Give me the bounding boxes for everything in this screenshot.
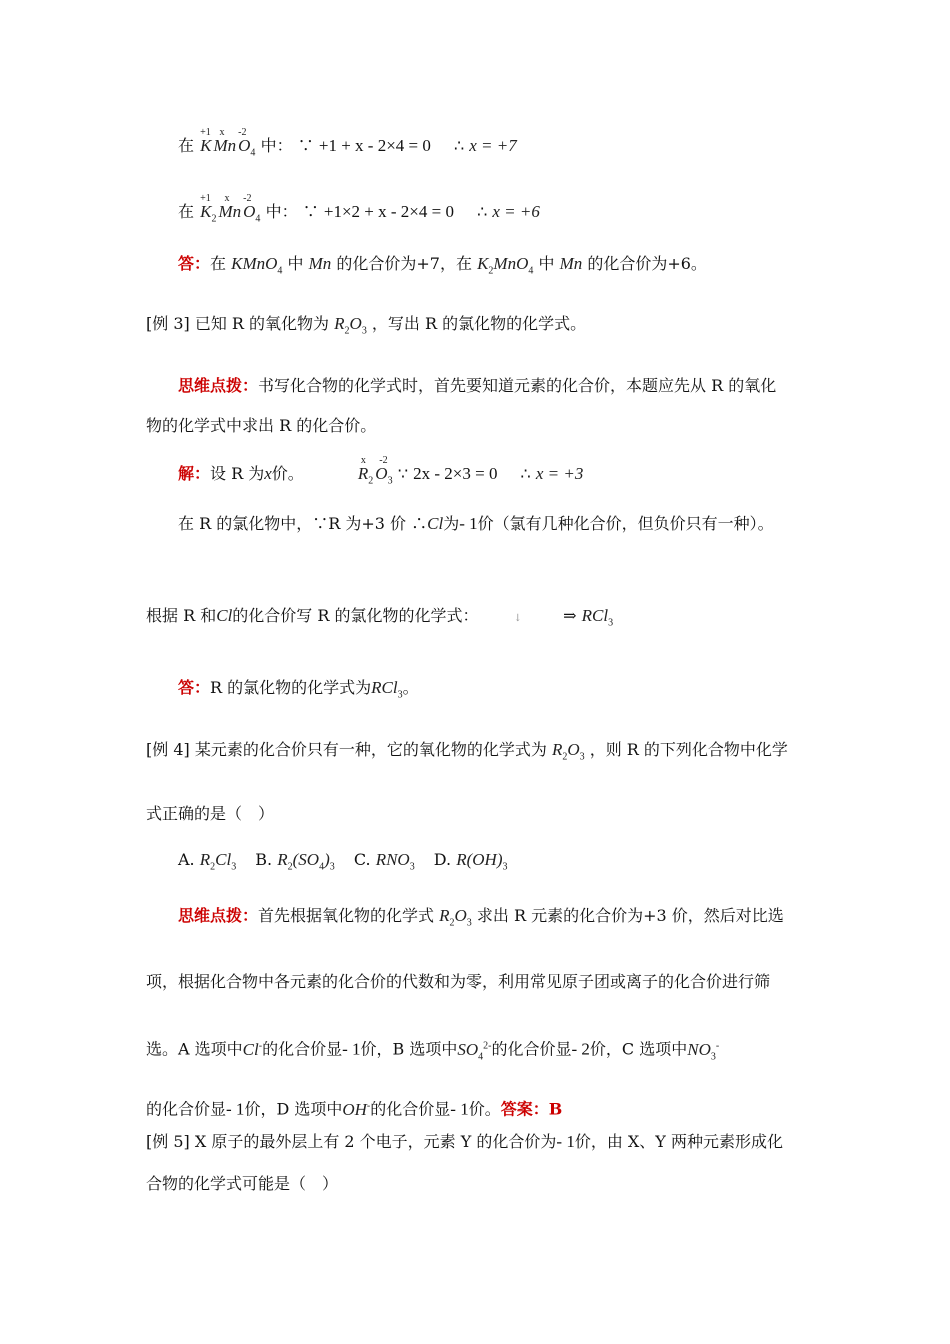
answer-1: 答：在 KMnO$_4$ 中 Mn 的化合价为+7，在 $K_2MnO_4$ 中 Mn 的化合价为+6。 <box>178 254 707 277</box>
chloride-valence: 在 R 的氯化物中，∵R 为+3 价 ∴Cl为- 1价（氯有几种化合价，但负价只有一种）。 <box>178 514 774 533</box>
calc-k2mno4: 在 +1 $K_2$ x Mn -2 $O_4$ 中： ∵ +1×2 + x - 2×4 = 0 ∴ x = +6 <box>178 193 540 225</box>
example-4-line1: [例 4] 某元素的化合价只有一种，它的氧化物的化学式为 $R_2O_3$ ，则 R 的下列化合物中化学 <box>146 740 788 763</box>
options-row <box>178 848 507 879</box>
formula-k2mno4: +1 $K_2$ x Mn -2 $O_4$ <box>200 193 261 225</box>
hint-2-line1: 思维点拨：首先根据氧化物的化学式 $R_2O_3$ 求出 R 元素的化合价为+3 价，然后对比选 <box>178 906 784 929</box>
formula-kmno4: +1 K x Mn -2 $O_4$ <box>200 127 256 159</box>
hint-2-line2: 项，根据化合物中各元素的化合价的代数和为零，利用常见原子团或离子的化合价进行筛 <box>146 972 771 991</box>
answer-2: 答：R 的氯化物的化学式为RCl$_3$。 <box>178 678 419 701</box>
example-4-line2: 式正确的是（ ） <box>146 804 275 823</box>
option-a: A. $R_2Cl_3$ <box>178 850 237 873</box>
solution-line: 解：设 R 为x价。 x $R_2$ -2 $O_3$ ∵ 2x - 2×3 = 0 ∴ x = +3 <box>178 455 584 487</box>
option-d: D. $R(OH)_3$ <box>433 850 508 873</box>
write-formula-line: 根据 R 和Cl的化合价写 R 的氯化物的化学式： ↓ ⇒ RCl$_3$ <box>146 606 614 629</box>
hint-1-line2: 物的化学式中求出 R 的化合价。 <box>146 416 377 435</box>
example-3-title: [例 3] 已知 R 的氧化物为 $R_2O_3$ ，写出 R 的氯化物的化学式。 <box>146 314 587 337</box>
hint-1-line1: 思维点拨：书写化合物的化学式时，首先要知道元素的化合价，本题应先从 R 的氧化 <box>178 376 777 395</box>
example-5-line2: 合物的化学式可能是（ ） <box>146 1174 339 1193</box>
example-5-line1: [例 5] X 原子的最外层上有 2 个电子，元素 Y 的化合价为- 1价，由 X、Y 两种元素形成化 <box>146 1132 783 1151</box>
formula-r2o3-valence: x $R_2$ -2 $O_3$ <box>357 455 393 487</box>
option-c: C. $RNO_3$ <box>353 850 415 873</box>
hint-2-line4: 的化合价显- 1价，D 选项中OH-的化合价显- 1价。答案：B <box>146 1099 563 1119</box>
option-b: B. $R_2(SO_4)_3$ <box>255 850 335 873</box>
calc-kmno4: 在 +1 K x Mn -2 $O_4$ 中： ∵ +1 + x - 2×4 = 0 ∴ x = +7 <box>178 127 517 159</box>
hint-2-line3: 选。A 选项中Cl-的化合价显- 1价，B 选项中$SO_4^{2-}$的化合价显- 2价，C 选项中$NO_3^-$ <box>146 1039 720 1063</box>
